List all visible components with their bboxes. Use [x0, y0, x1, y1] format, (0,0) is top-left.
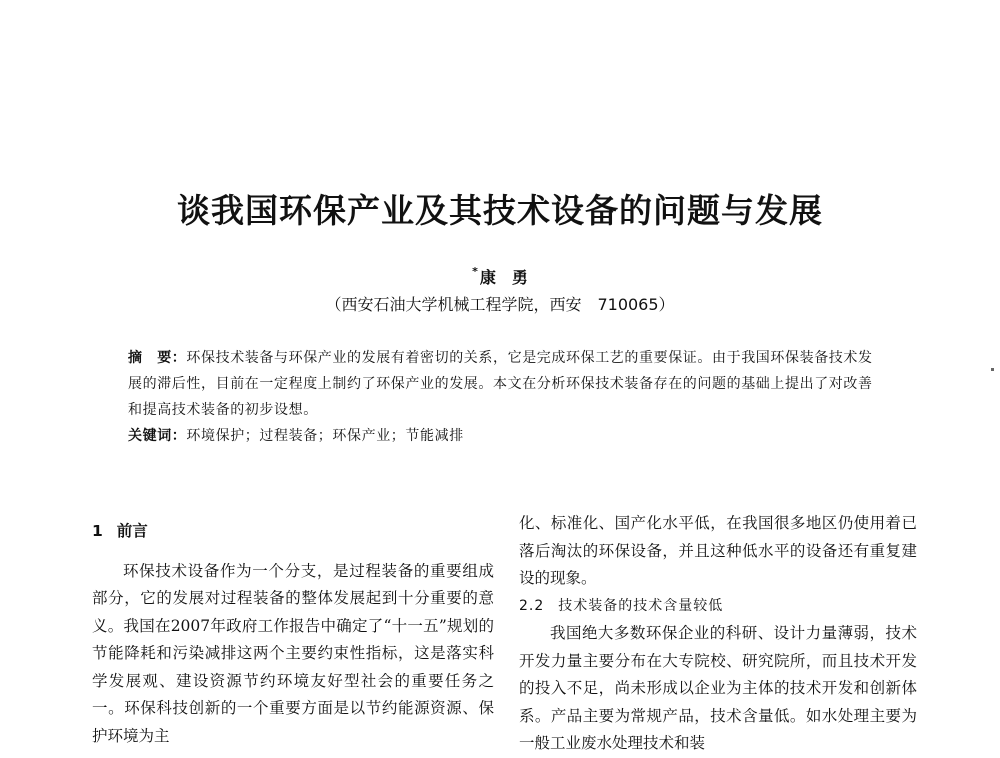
section-number: 1 — [92, 522, 103, 540]
keywords-label: 关键词： — [128, 428, 187, 444]
author-line — [0, 265, 1000, 288]
article-title: 谈我国环保产业及其技术设备的问题与发展 — [177, 191, 823, 230]
section-heading — [92, 518, 494, 546]
abstract-text: 环保技术装备与环保产业的发展有着密切的关系，它是完成环保工艺的重要保证。由于我国环保装备技术发展的滞后性，目前在一定程度上制约了环保产业的发展。本文在分析环保技术装备存在的问题的基础上提出了对改善和提高技术装备的初步设想。 — [128, 350, 873, 418]
keywords — [128, 425, 876, 445]
continued-paragraph: 化、标准化、国产化水平低，在我国很多地区仍使用着已落后淘汰的环保设备，并且这种低水平的设备还有重复建设的现象。 — [519, 514, 917, 587]
intro-paragraph: 环保技术设备作为一个分支，是过程装备的重要组成部分，它的发展对过程装备的整体发展起到十分重要的意义。我国在2007年政府工作报告中确定了“十一五”规划的节能降耗和污染减排这两个主要约束性指标，这是落实科学发展观、建设资源节约环境友好型社会的重要任务之一。环保科技创新的一个重要方面是以节约能源资源、保护环境为主 — [92, 561, 494, 745]
author-affiliation: （西安石油大学机械工程学院，西安 710065） — [325, 295, 675, 314]
keywords-text: 环境保护；过程装备；环保产业；节能减排 — [186, 428, 464, 444]
subsection-heading — [519, 593, 917, 621]
scan-speck — [991, 368, 994, 371]
author-name: 康 勇 — [479, 268, 528, 287]
subsection-number: 2.2 — [519, 597, 545, 614]
author-footnote-mark: * — [472, 265, 478, 278]
subsection-title: 技术装备的技术含量较低 — [558, 597, 724, 614]
abstract — [128, 345, 876, 423]
left-column — [92, 518, 494, 750]
subsection-paragraph: 我国绝大多数环保企业的科研、设计力量薄弱，技术开发力量主要分布在大专院校、研究院所，而且技术开发的投入不足，尚未形成以企业为主体的技术开发和创新体系。产品主要为常规产品，技术含量低。如水处理主要为一般工业废水处理技术和装 — [519, 624, 917, 752]
section-title: 前言 — [116, 522, 148, 540]
right-column — [519, 510, 917, 758]
abstract-label: 摘 要： — [128, 350, 187, 366]
